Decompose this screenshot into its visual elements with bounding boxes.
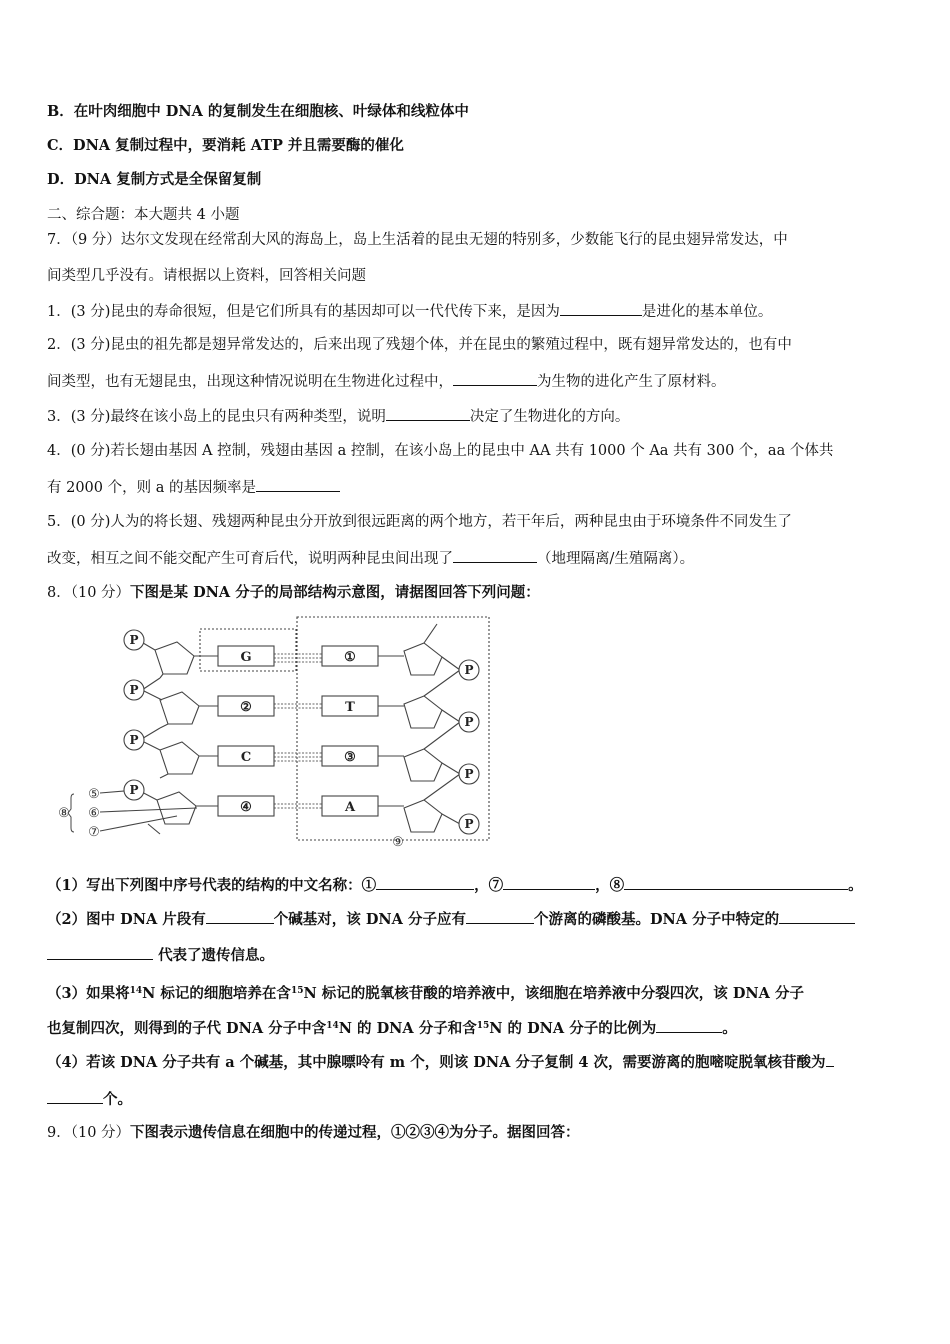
q8-part3-text-c: N 标记的脱氧核苷酸的培养液中，该细胞在培养液中分裂四次，该 DNA 分子 bbox=[303, 985, 804, 1002]
q8-stem-text: 下图是某 DNA 分子的局部结构示意图，请据图回答下列问题： bbox=[130, 584, 540, 601]
q8-part1 bbox=[47, 875, 863, 896]
answer-blank[interactable] bbox=[656, 1018, 722, 1033]
q7-sub2-line1: 2．(3 分)昆虫的祖先都是翅异常发达的，后来出现了残翅个体，并在昆虫的繁殖过程中，既有翅异常发达的，也有中 bbox=[47, 337, 792, 353]
answer-blank[interactable] bbox=[624, 875, 848, 890]
right-sugar-1 bbox=[404, 643, 442, 675]
label-leaders bbox=[100, 790, 197, 834]
q7-sub5-text-b: （地理隔离/生殖隔离）。 bbox=[537, 551, 695, 567]
superscript-15: 15 bbox=[290, 986, 304, 996]
superscript-14: 14 bbox=[326, 1021, 339, 1031]
q7-intro-line2: 间类型几乎没有。请根据以上资料，回答相关问题 bbox=[47, 268, 366, 284]
q8-part2-line1 bbox=[47, 909, 855, 930]
hydrogen-bonds-3 bbox=[274, 753, 322, 761]
answer-blank[interactable] bbox=[466, 909, 534, 924]
q7-intro-line1: 7．（9 分）达尔文发现在经常刮大风的海岛上，岛上生活着的昆虫无翅的特别多，少数能飞行的昆虫翅异常发达，中 bbox=[47, 232, 788, 248]
label-five: ⑤ bbox=[88, 787, 100, 802]
answer-blank[interactable] bbox=[826, 1052, 834, 1067]
right-sugar-3 bbox=[404, 749, 442, 781]
q7-sub4-text-a: 有 2000 个，则 a 的基因频率是 bbox=[47, 480, 256, 496]
q8-part4-text-b: 个。 bbox=[103, 1091, 132, 1108]
q8-part2-text-c: 个游离的磷酸基。DNA 分子中特定的 bbox=[533, 911, 780, 928]
left-backbone bbox=[138, 640, 162, 800]
q7-sub3-text-b: 决定了生物进化的方向。 bbox=[469, 409, 630, 425]
right-base-label: T bbox=[345, 700, 355, 715]
q9-prefix: 9．（10 分） bbox=[47, 1125, 131, 1141]
q7-sub2-text-a: 间类型，也有无翅昆虫，出现这种情况说明在生物进化过程中， bbox=[47, 374, 453, 390]
left-sugar-1 bbox=[155, 642, 194, 674]
superscript-15: 15 bbox=[476, 1021, 490, 1031]
phosphate-label: P bbox=[129, 683, 139, 697]
answer-blank[interactable] bbox=[47, 1089, 103, 1104]
left-sugar-3 bbox=[160, 742, 199, 774]
q8-part2-text-b: 个碱基对，该 DNA 分子应有 bbox=[273, 911, 466, 928]
answer-blank[interactable] bbox=[503, 875, 595, 890]
hydrogen-bonds-4 bbox=[274, 804, 322, 808]
hydrogen-bonds-2 bbox=[274, 704, 322, 708]
q8-part4-line2 bbox=[47, 1089, 132, 1110]
phosphate-label: P bbox=[464, 767, 474, 781]
q7-sub1-text-a: 1．(3 分)昆虫的寿命很短，但是它们所具有的基因却可以一代代传下来，是因为 bbox=[47, 304, 560, 320]
q8-part1-sep1: ，⑦ bbox=[474, 877, 504, 894]
q8-prefix: 8．（10 分） bbox=[47, 585, 131, 601]
q8-part4-line1 bbox=[47, 1052, 834, 1073]
answer-blank[interactable] bbox=[453, 371, 537, 386]
q7-sub1 bbox=[47, 301, 772, 322]
q9-stem bbox=[47, 1123, 580, 1143]
answer-blank[interactable] bbox=[376, 875, 474, 890]
q7-sub3-text-a: 3．(3 分)最终在该小岛上的昆虫只有两种类型，说明 bbox=[47, 409, 386, 425]
left-base-label: ② bbox=[240, 700, 252, 715]
q7-sub4-line2 bbox=[47, 477, 340, 498]
q8-part2-line2 bbox=[47, 945, 274, 966]
answer-blank[interactable] bbox=[453, 548, 537, 563]
q7-sub5-line2 bbox=[47, 548, 694, 569]
q8-part1-sep2: ，⑧ bbox=[595, 877, 625, 894]
q7-sub4-line1: 4．(0 分)若长翅由基因 A 控制，残翅由基因 a 控制，在该小岛上的昆虫中 AA 共有 1000 个 Aa 共有 300 个，aa 个体共 bbox=[47, 443, 834, 459]
q8-part3-text-e: N 的 DNA 分子和含 bbox=[338, 1020, 477, 1037]
q8-part2-text-d: 代表了遗传信息。 bbox=[158, 947, 275, 964]
option-c: C．DNA 复制过程中，要消耗 ATP 并且需要酶的催化 bbox=[47, 137, 404, 154]
right-sugar-4 bbox=[404, 800, 442, 832]
answer-blank[interactable] bbox=[256, 477, 340, 492]
q8-part3-text-f: N 的 DNA 分子的比例为 bbox=[489, 1020, 657, 1037]
left-base-label: G bbox=[240, 650, 252, 665]
label-six: ⑥ bbox=[88, 806, 100, 821]
q7-sub2-text-b: 为生物的进化产生了原材料。 bbox=[537, 374, 726, 390]
q9-stem-text: 下图表示遗传信息在细胞中的传递过程，①②③④为分子。据图回答： bbox=[130, 1124, 580, 1141]
phosphate-label: P bbox=[464, 817, 474, 831]
right-sugar-2 bbox=[404, 696, 442, 728]
answer-blank[interactable] bbox=[47, 945, 153, 960]
right-base-label: A bbox=[344, 800, 356, 815]
q8-part3-text-b: N 标记的细胞培养在含 bbox=[142, 985, 291, 1002]
phosphate-label: P bbox=[129, 733, 139, 747]
right-base-label: ① bbox=[344, 650, 356, 665]
q8-part3-text-d: 也复制四次，则得到的子代 DNA 分子中含 bbox=[47, 1020, 327, 1037]
q7-sub1-text-b: 是进化的基本单位。 bbox=[641, 304, 773, 320]
phosphate-label: P bbox=[129, 633, 139, 647]
q7-sub5-line1: 5．(0 分)人为的将长翅、残翅两种昆虫分开放到很远距离的两个地方，若干年后，两种昆虫由于环境条件不同发生了 bbox=[47, 514, 792, 530]
hydrogen-bonds-1 bbox=[274, 654, 322, 662]
q8-part2-text-a: （2）图中 DNA 片段有 bbox=[47, 911, 206, 928]
q8-part1-text: （1）写出下列图中序号代表的结构的中文名称：① bbox=[47, 877, 377, 894]
section-title: 二、综合题：本大题共 4 小题 bbox=[47, 207, 240, 223]
q7-sub5-text-a: 改变，相互之间不能交配产生可育后代，说明两种昆虫间出现了 bbox=[47, 551, 453, 567]
q8-part3-line2 bbox=[47, 1016, 737, 1039]
label-nine: ⑨ bbox=[392, 835, 404, 850]
phosphate-label: P bbox=[129, 783, 139, 797]
answer-blank[interactable] bbox=[386, 406, 470, 421]
label-seven: ⑦ bbox=[88, 825, 100, 840]
answer-blank[interactable] bbox=[206, 909, 274, 924]
q7-sub2-line2 bbox=[47, 371, 726, 392]
q8-part1-end: 。 bbox=[848, 877, 863, 894]
left-sugar-2 bbox=[160, 692, 199, 724]
answer-blank[interactable] bbox=[779, 909, 855, 924]
phosphate-label: P bbox=[464, 715, 474, 729]
phosphate-label: P bbox=[464, 663, 474, 677]
q8-stem bbox=[47, 583, 540, 603]
q8-part3-line1 bbox=[47, 981, 804, 1004]
option-b: B．在叶肉细胞中 DNA 的复制发生在细胞核、叶绿体和线粒体中 bbox=[47, 103, 469, 120]
q8-part3-text-a: （3）如果将 bbox=[47, 985, 130, 1002]
label-eight: ⑧ bbox=[58, 806, 70, 821]
right-base-label: ③ bbox=[344, 750, 356, 765]
left-base-label: C bbox=[240, 750, 252, 765]
answer-blank[interactable] bbox=[560, 301, 642, 316]
option-d: D．DNA 复制方式是全保留复制 bbox=[47, 171, 262, 188]
dna-structure-figure bbox=[52, 612, 497, 852]
q7-sub3 bbox=[47, 406, 629, 427]
q8-part3-end: 。 bbox=[722, 1020, 737, 1037]
q8-part4-text-a: （4）若该 DNA 分子共有 a 个碱基，其中腺嘌呤有 m 个，则该 DNA 分子复制 4 次，需要游离的胞嘧啶脱氧核苷酸为 bbox=[47, 1054, 826, 1071]
left-base-label: ④ bbox=[240, 800, 252, 815]
superscript-14: 14 bbox=[129, 986, 143, 996]
